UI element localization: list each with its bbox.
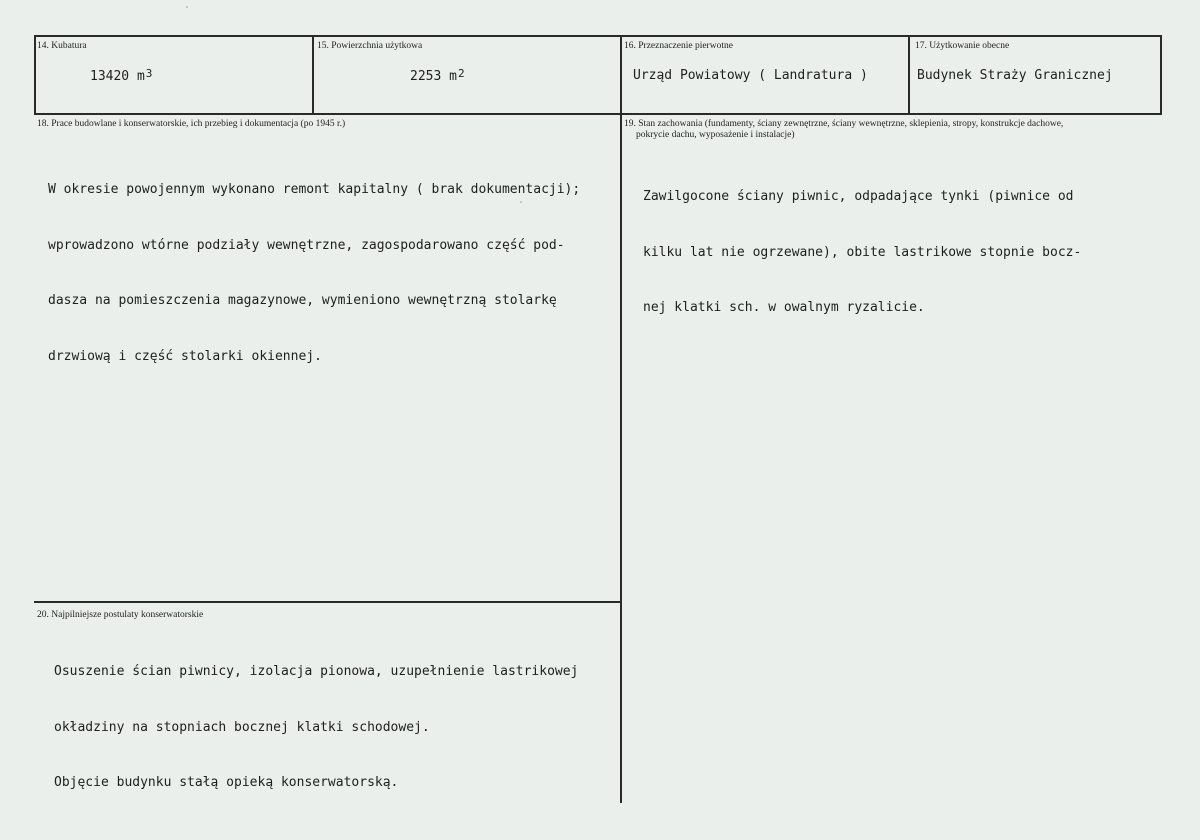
field20-text xyxy=(54,626,578,830)
field20-line: Objęcie budynku stałą opieką konserwatorską. xyxy=(54,775,399,790)
field19-label-line1: 19. Stan zachowania (fundamenty, ściany zewnętrzne, ściany wewnętrzne, sklepienia, stropy, konstrukcje dachowe, xyxy=(624,119,1064,129)
field18-line: W okresie powojennym wykonano remont kapitalny ( brak dokumentacji); xyxy=(48,182,581,197)
field14-value xyxy=(90,68,152,87)
main-vertical-divider xyxy=(620,35,622,803)
field16-label: 16. Przeznaczenie pierwotne xyxy=(624,41,733,51)
field14-volume: 13420 m xyxy=(90,69,145,84)
field14-unit-exponent: 3 xyxy=(145,67,153,80)
field19-label xyxy=(624,119,1063,141)
divider-16-17 xyxy=(908,35,910,115)
field19-line: Zawilgocone ściany piwnic, odpadające tynki (piwnice od xyxy=(643,189,1074,204)
field15-value xyxy=(410,68,465,87)
top-border xyxy=(34,35,1162,37)
field15-label: 15. Powierzchnia użytkowa xyxy=(317,41,423,51)
left-border xyxy=(34,35,36,115)
right-border xyxy=(1160,35,1162,115)
field20-line: okładziny na stopniach bocznej klatki schodowej. xyxy=(54,719,430,735)
field18-line: drzwiową i część stolarki okiennej. xyxy=(48,348,322,364)
field20-top-border xyxy=(34,601,622,603)
field18-text xyxy=(48,144,580,403)
field20-line: Osuszenie ścian piwnicy, izolacja pionowa, uzupełnienie lastrikowej xyxy=(54,664,579,679)
field14-label: 14. Kubatura xyxy=(37,41,87,51)
field16-value: Urząd Powiatowy ( Landratura ) xyxy=(633,68,868,83)
field15-area: 2253 m xyxy=(410,69,457,84)
row1-bottom-border xyxy=(34,113,1162,115)
field17-value: Budynek Straży Granicznej xyxy=(917,68,1113,83)
field15-unit-exponent: 2 xyxy=(457,67,465,80)
field20-label: 20. Najpilniejsze postulaty konserwatorskie xyxy=(37,610,204,620)
field19-label-line2: pokrycie dachu, wyposażenie i instalacje) xyxy=(636,130,795,140)
paper-speck xyxy=(186,6,188,8)
field18-line: wprowadzono wtórne podziały wewnętrzne, zagospodarowano część pod- xyxy=(48,237,565,253)
divider-14-15 xyxy=(312,35,314,115)
field17-label: 17. Użytkowanie obecne xyxy=(915,41,1010,51)
field19-line: nej klatki sch. w owalnym ryzalicie. xyxy=(643,300,925,315)
field19-line: kilku lat nie ogrzewane), obite lastrikowe stopnie bocz- xyxy=(643,244,1082,260)
paper-speck xyxy=(520,201,522,203)
field18-line: dasza na pomieszczenia magazynowe, wymieniono wewnętrzną stolarkę xyxy=(48,293,557,308)
field19-text xyxy=(643,151,1081,355)
field18-label: 18. Prace budowlane i konserwatorskie, ich przebieg i dokumentacja (po 1945 r.) xyxy=(37,119,346,129)
